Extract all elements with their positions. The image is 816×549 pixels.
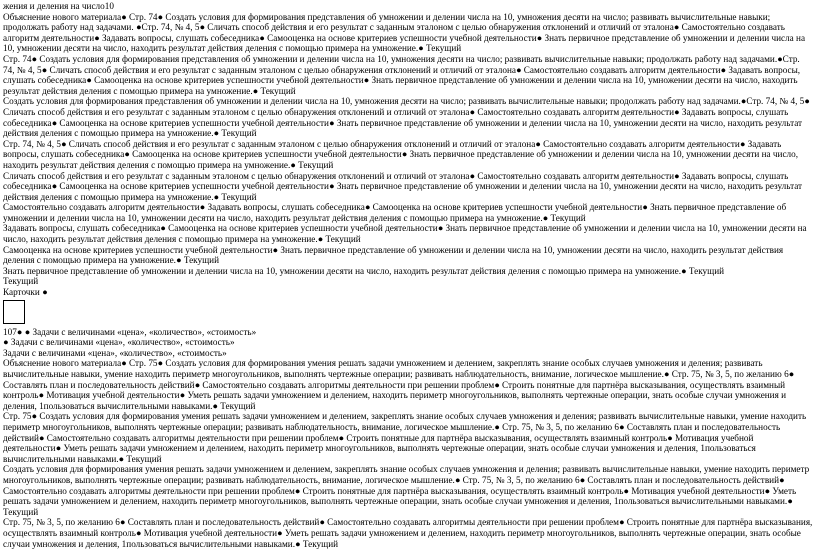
paragraph-10: Текущий: [3, 276, 39, 287]
paragraph-12: 107● ● Задачи с величинами «цена», «количество», «стоимость»: [3, 326, 257, 337]
paragraph-15: Объяснение нового материала● Стр. 75● Создать условия для формирования умения решать задачи умножением и делением, закреплять знание особых случаев умножения и деления; развивать вычислительные навыки, умение находить периметр многоугольников, выполнять чертежные операции; развивать наблюдательность, внимание, логическое мышление.● Стр. 75, № 3, 5, по желанию 6● Составлять план и последовательность действий● Самостоятельно создавать алгоритмы деятельности при решении проблем● Строить понятные для партнёра высказывания, осуществлять взаимный контроль● Мотивация учебной деятельности● Уметь решать задачи умножением и делением, находить периметр многоугольников, выполнять чертежные операции, знать особые случаи умножения и деления, 1пользоваться вычислительными навыками.● Текущий: [3, 358, 795, 411]
paragraph-13: ● Задачи с величинами «цена», «количество», «стоимость»: [3, 337, 235, 348]
paragraph-2: Стр. 74● Создать условия для формирования представления об умножении и делении числа на 10, умножения десяти на число; развивать вычислительные навыки; продолжать работу над задачами.●Стр. 74, № 4, 5● Сличать способ действия и его результат с заданным эталоном с целью обнаружения отклонений и отличий от эталона● Самостоятельно создавать алгоритм деятельности● Задавать вопросы, слушать собеседника● Самооценка на основе критериев успешности учебной деятельности● Знать первичное представление об умножении и делении числа на 10, умножении десяти на число, находить результат действия деления с помощью примера на умножение.● Текущий: [3, 53, 801, 96]
paragraph-7: Задавать вопросы, слушать собеседника● Самооценка на основе критериев успешности учебной деятельности● Знать первичное представление об умножении и делении числа на 10, умножении десяти на число, находить результат действия деления с помощью примера на умножение.● Текущий: [3, 223, 807, 245]
paragraph-14: Задачи с величинами «цена», «количество», «стоимость»: [3, 347, 227, 358]
paragraph-3: Создать условия для формирования представления об умножении и делении числа на 10, умножения десяти на число; развивать вычислительные навыки; продолжать работу над задачами.●Стр. 74, № 4, 5● Сличать способ действия и его результат с заданным эталоном с целью обнаружения отклонений и отличий от эталона● Самостоятельно создавать алгоритм деятельности● Задавать вопросы, слушать собеседника● Самооценка на основе критериев успешности учебной деятельности● Знать первичное представление об умножении и делении числа на 10, умножении десяти на число, находить результат действия деления с помощью примера на умножение.● Текущий: [3, 96, 810, 139]
empty-cell-box: [3, 300, 25, 324]
paragraph-11: Карточки ●: [3, 287, 48, 298]
paragraph-5: Сличать способ действия и его результат с заданным эталоном с целью обнаружения отклонений и отличий от эталона● Самостоятельно создавать алгоритм деятельности● Задавать вопросы, слушать собеседника● Самооценка на основе критериев успешности учебной деятельности● Знать первичное представление об умножении и делении числа на 10, умножении десяти на число, находить результат действия деления с помощью примера на умножение.● Текущий: [3, 170, 803, 202]
paragraph-1: Объяснение нового материала● Стр. 74● Создать условия для формирования представления об умножении и делении числа на 10, умножения десяти на число; развивать вычислительные навыки; продолжать работу над задачами. ●Стр. 74, № 4, 5● Сличать способ действия и его результат с заданным эталоном с целью обнаружения отклонений и отличий от эталона● Самостоятельно создавать алгоритм деятельности● Задавать вопросы, слушать собеседника● Самооценка на основе критериев успешности учебной деятельности● Знать первичное представление об умножении и делении числа на 10, умножении десяти на число, находить результат действия деления с помощью примера на умножение.● Текущий: [3, 11, 806, 54]
paragraph-8: Самооценка на основе критериев успешности учебной деятельности● Знать первичное представление об умножении и делении числа на 10, умножении десяти на число, находить результат действия деления с помощью примера на умножение.● Текущий: [3, 244, 784, 266]
paragraph-0: жения и деления на число10: [3, 1, 114, 11]
paragraph-4: Стр. 74, № 4, 5● Сличать способ действия и его результат с заданным эталоном с целью обнаружения отклонений и отличий от эталона● Самостоятельно создавать алгоритм деятельности● Задавать вопросы, слушать собеседника● Самооценка на основе критериев успешности учебной деятельности● Знать первичное представление об умножении и делении числа на 10, умножении десяти на число, находить результат действия деления с помощью примера на умножение.● Текущий: [3, 138, 799, 170]
paragraph-9: Знать первичное представление об умножении и делении числа на 10, умножении десяти на число, находить результат действия деления с помощью примера на умножение.● Текущий: [3, 265, 725, 276]
paragraph-17: Создать условия для формирования умения решать задачи умножением и делением, закреплять знание особых случаев умножения и деления; развивать вычислительные навыки, умение находить периметр многоугольников, выполнять чертежные операции; развивать наблюдательность, внимание, логическое мышление.● Стр. 75, № 3, 5, по желанию 6● Составлять план и последовательность действий● Самостоятельно создавать алгоритмы деятельности при решении проблем● Строить понятные для партнёра высказывания, осуществлять взаимный контроль● Мотивация учебной деятельности● Уметь решать задачи умножением и делением, находить периметр многоугольников, выполнять чертежные операции, знать особые случаи умножения и деления, 1пользоваться вычислительными навыками.● Текущий: [3, 464, 810, 517]
paragraph-16: Стр. 75● Создать условия для формирования умения решать задачи умножением и делением, закреплять знание особых случаев умножения и деления; развивать вычислительные навыки, умение находить периметр многоугольников, выполнять чертежные операции; развивать наблюдательность, внимание, логическое мышление.● Стр. 75, № 3, 5, по желанию 6● Составлять план и последовательность действий● Самостоятельно создавать алгоритмы деятельности при решении проблем● Строить понятные для партнёра высказывания, осуществлять взаимный контроль● Мотивация учебной деятельности● Уметь решать задачи умножением и делением, находить периметр многоугольников, выполнять чертежные операции, знать особые случаи умножения и деления, 1пользоваться вычислительными навыками.● Текущий: [3, 411, 807, 464]
paragraph-18: Стр. 75, № 3, 5, по желанию 6● Составлять план и последовательность действий● Самостоятельно создавать алгоритмы деятельности при решении проблем● Строить понятные для партнёра высказывания, осуществлять взаимный контроль● Мотивация учебной деятельности● Уметь решать задачи умножением и делением, находить периметр многоугольников, выполнять чертежные операции, знать особые случаи умножения и деления, 1пользоваться вычислительными навыками.● Текущий: [3, 517, 813, 549]
paragraph-6: Самостоятельно создавать алгоритм деятельности● Задавать вопросы, слушать собеседника● Самооценка на основе критериев успешности учебной деятельности● Знать первичное представление об умножении и делении числа на 10, умножении десяти на число, находить результат действия деления с помощью примера на умножение.● Текущий: [3, 202, 787, 223]
